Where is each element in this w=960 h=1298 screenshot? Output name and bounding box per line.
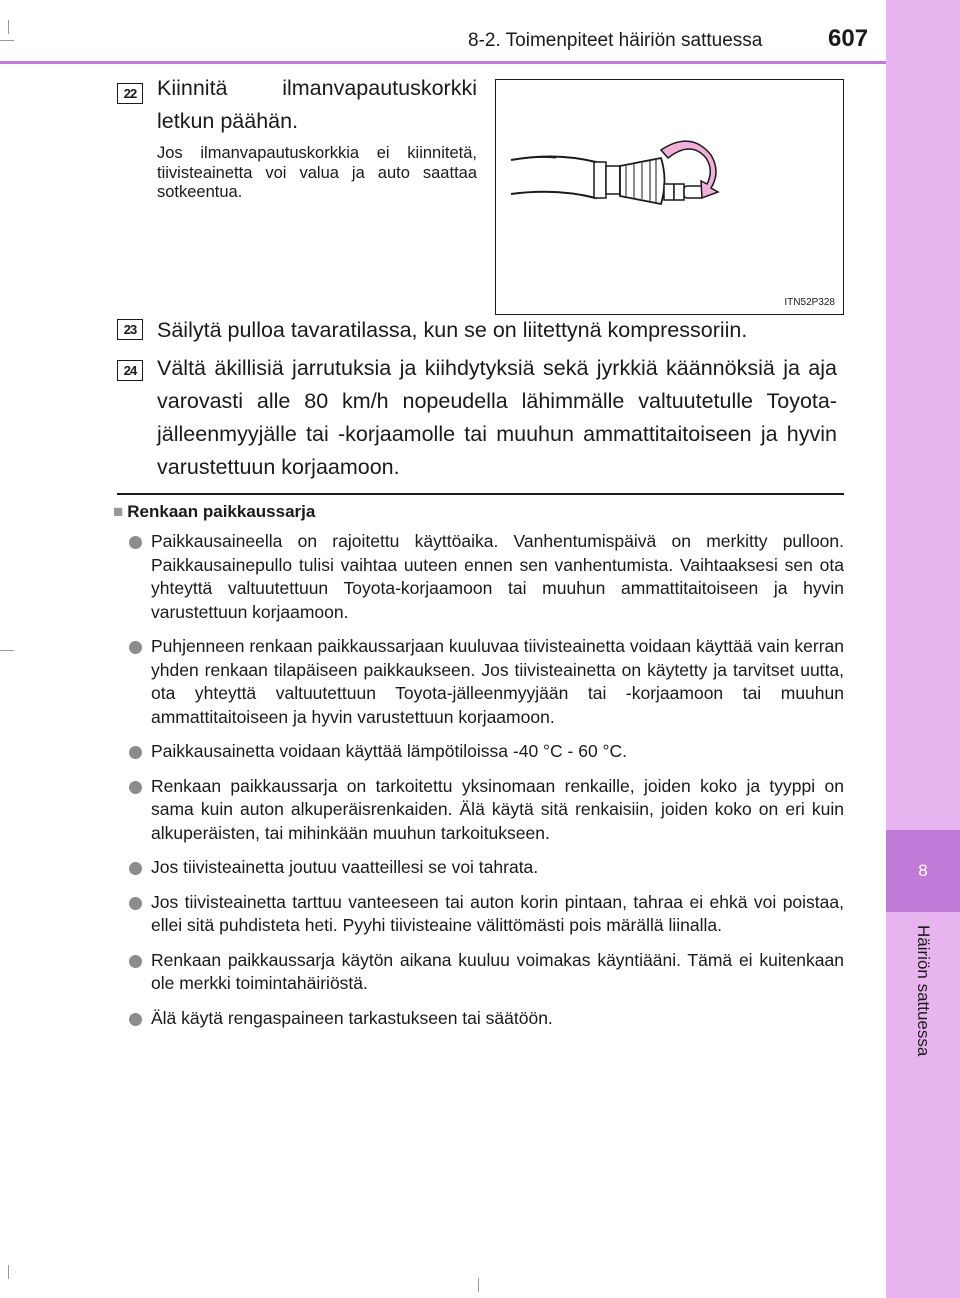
step-number: 23 bbox=[117, 319, 143, 340]
step-text: Säilytä pulloa tavaratilassa, kun se on liitettynä kompressoriin. bbox=[157, 318, 748, 342]
bullet-icon bbox=[129, 955, 142, 968]
list-item-text: Älä käytä rengaspaineen tarkastukseen tai säätöön. bbox=[151, 1007, 553, 1028]
bullet-icon bbox=[129, 897, 142, 910]
list-item bbox=[127, 775, 844, 846]
list-item bbox=[127, 740, 844, 764]
step-number: 24 bbox=[117, 360, 143, 381]
chapter-label: Häiriön sattuessa bbox=[914, 925, 933, 1057]
list-item-text: Paikkausaineella on rajoitettu käyttöaika. Vanhentumispäivä on merkitty pulloon. Paikkausainepullo tulisi vaihtaa uuteen ennen sen vanhentumista. Vaihtaaksesi sen ota yhteyttä valtuutettuun Toyota-korjaamoon tai muuhun ammattitaitoiseen ja hyvin varustettuun korjaamoon. bbox=[151, 531, 844, 622]
list-item-text: Renkaan paikkaussarja on tarkoitettu yksinomaan renkaille, joiden koko ja tyyppi on sama kuin auton alkuperäisrenkaiden. Älä käytä sitä renkaisiin, joiden koko on eri kuin alkuperäisten, tai mihinkään muuhun tarkoitukseen. bbox=[151, 775, 844, 843]
list-item-text: Paikkausainetta voidaan käyttää lämpötiloissa -40 °C - 60 °C. bbox=[151, 741, 628, 761]
step-number: 22 bbox=[117, 83, 143, 104]
list-item-text: Jos tiivisteainetta tarttuu vanteeseen tai auton korin pintaan, tahraa ei ehkä voi poistaa, ellei sitä puhdisteta heti. Pyyhi tiivisteaine välittömästi pois märällä liinalla. bbox=[151, 891, 844, 935]
list-item-text: Renkaan paikkaussarja käytön aikana kuuluu voimakas käyntiääni. Tämä ei kuitenkaan ole merkki toimintahäiriöstä. bbox=[151, 949, 844, 993]
header-rule bbox=[0, 61, 886, 64]
step-note: Jos ilmanvapautuskorkkia ei kiinnitetä, tiivisteainetta voi valua ja auto saattaa sotkeentua. bbox=[157, 144, 477, 201]
bullet-icon bbox=[129, 536, 142, 549]
crop-mark bbox=[8, 1265, 9, 1279]
list-item bbox=[127, 856, 844, 880]
chapter-number-box bbox=[886, 830, 960, 912]
crop-mark bbox=[8, 20, 9, 34]
crop-mark bbox=[478, 1278, 479, 1292]
bullet-icon bbox=[129, 746, 142, 759]
bullet-icon bbox=[129, 641, 142, 654]
bullet-icon bbox=[129, 1013, 142, 1026]
illustration-frame bbox=[495, 79, 844, 315]
chapter-tab-strip bbox=[886, 0, 960, 1298]
list-item bbox=[127, 949, 844, 996]
figure-code: ITN52P328 bbox=[784, 297, 835, 308]
running-header-title: 8-2. Toimenpiteet häiriön sattuessa bbox=[468, 30, 763, 51]
list-item-text: Jos tiivisteainetta joutuu vaatteillesi se voi tahrata. bbox=[151, 857, 539, 877]
section-marker: ■ bbox=[113, 502, 124, 521]
list-item bbox=[127, 635, 844, 729]
bullet-icon bbox=[129, 781, 142, 794]
section-heading bbox=[113, 502, 315, 522]
page-number: 607 bbox=[828, 25, 869, 52]
crop-mark bbox=[0, 650, 14, 651]
list-item-text: Puhjenneen renkaan paikkaussarjaan kuuluvaa tiivisteainetta voidaan käyttää vain kerran yhden renkaan tilapäiseen paikkaukseen. Jos tiivisteainetta on käytetty ja tarvitset uutta, ota yhteyttä valtuutettuun Toyota-jälleenmyyjään tai -korjaamoon tai muuhun ammattitaitoiseen ja hyvin varustettuun korjaamoon. bbox=[151, 636, 844, 727]
step-text: Kiinnitä ilmanvapautuskorkki letkun päähän. bbox=[157, 76, 477, 133]
crop-mark bbox=[0, 40, 14, 41]
step-text: Vältä äkillisiä jarrutuksia ja kiihdytyksiä sekä jyrkkiä käännöksiä ja aja varovasti alle 80 km/h nopeudella lähimmälle valtuutetulle Toyota-jälleenmyyjälle tai -korjaamolle tai muuhun ammattitaitoiseen ja hyvin varustettuun korjaamoon. bbox=[157, 356, 837, 479]
section-rule bbox=[117, 493, 844, 495]
list-item bbox=[127, 1007, 844, 1031]
bullet-icon bbox=[129, 862, 142, 875]
notes-list bbox=[127, 530, 844, 1041]
section-heading-text: Renkaan paikkaussarja bbox=[127, 502, 316, 521]
list-item bbox=[127, 891, 844, 938]
hose-cap-illustration bbox=[496, 80, 842, 313]
list-item bbox=[127, 530, 844, 624]
chapter-number: 8 bbox=[918, 861, 928, 880]
